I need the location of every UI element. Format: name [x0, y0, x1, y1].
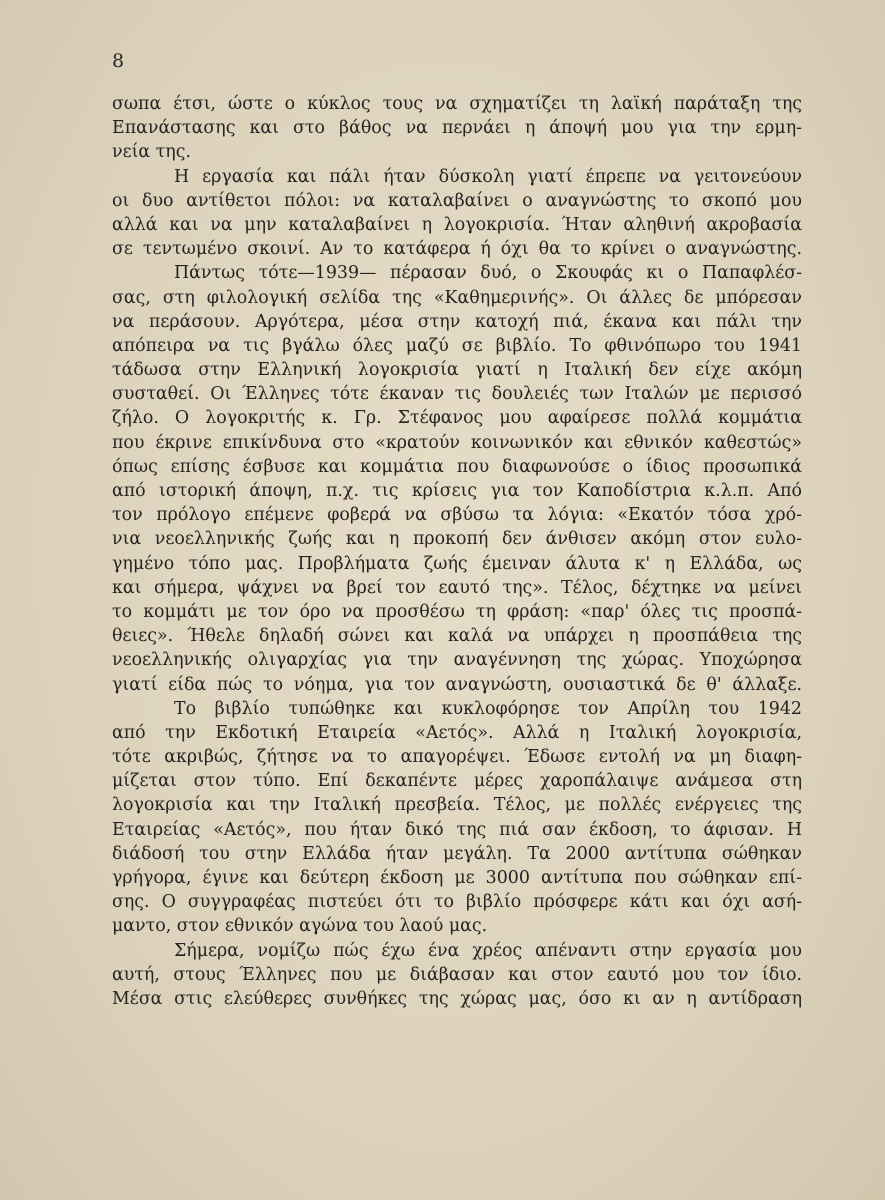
text-line: γιατί είδα πώς το νόημα, για τον αναγνώστη, ουσιαστικά δε θ' άλλαξε.: [112, 674, 802, 695]
text-line: σωπα έτσι, ώστε ο κύκλος τους να σχηματίζει τη λαϊκή παράταξη της: [112, 94, 802, 114]
text-line: μαντο, στον εθνικόν αγώνα του λαού μας.: [112, 916, 488, 937]
text-line: από την Εκδοτική Εταιρεία «Αετός». Αλλά η Ιταλική λογοκρισία,: [112, 722, 802, 743]
text-line: νεοελληνικής ολιγαρχίας για την αναγέννηση της χώρας. Υποχώρησα: [112, 650, 802, 671]
text-line: Η εργασία και πάλι ήταν δύσκολη γιατί έπρεπε να γειτονεύουν: [174, 166, 802, 187]
text-line: Σήμερα, νομίζω πώς έχω ένα χρέος απέναντι στην εργασία μου: [174, 940, 802, 961]
text-line: Εταιρείας «Αετός», που ήταν δικό της πιά σαν έκδοση, το άφισαν. Η: [112, 819, 802, 840]
text-line: νεία της.: [112, 142, 191, 163]
text-line: Πάντως τότε—1939— πέρασαν δυό, ο Σκουφάς κι ο Παπαφλέσ-: [174, 263, 802, 284]
text-line: Το βιβλίο τυπώθηκε και κυκλοφόρησε τον Απρίλη του 1942: [174, 698, 802, 719]
page-number: 8: [112, 50, 125, 72]
text-line: μίζεται στον τύπο. Επί δεκαπέντε μέρες χαροπάλαιψε ανάμεσα στη: [112, 771, 802, 792]
text-line: το κομμάτι με τον όρο να προσθέσω τη φράση: «παρ' όλες τις προσπά-: [112, 601, 802, 622]
text-line: τον πρόλογο επέμενε φοβερά να σβύσω τα λόγια: «Εκατόν τόσα χρό-: [112, 505, 802, 526]
text-line: οι δυο αντίθετοι πόλοι: να καταλαβαίνει ο αναγνώστης το σκοπό μου: [112, 190, 802, 211]
text-line: σε τεντωμένο σκοινί. Αν το κατάφερα ή όχι θα το κρίνει ο αναγνώστης.: [112, 239, 802, 260]
text-line: γημένο τόπο μας. Προβλήματα ζωής έμειναν άλυτα κ' η Ελλάδα, ως: [112, 553, 802, 574]
body-text: [112, 92, 802, 1011]
text-line: σας, στη φιλολογική σελίδα της «Καθημερινής». Οι άλλες δε μπόρεσαν: [112, 287, 802, 308]
text-line: αλλά και να μην καταλαβαίνει η λογοκρισία. Ήταν αληθινή ακροβασία: [112, 214, 802, 235]
text-line: όπως επίσης έσβυσε και κομμάτια που διαφωνούσε ο ίδιος προσωπικά: [112, 456, 802, 477]
text-line: θειες». Ήθελε δηλαδή σώνει και καλά να υπάρχει η προσπάθεια της: [112, 626, 802, 647]
text-line: λογοκρισία και την Ιταλική πρεσβεία. Τέλος, με πολλές ενέργειες της: [112, 795, 802, 816]
text-line: διάδοσή του στην Ελλάδα ήταν μεγάλη. Τα 2000 αντίτυπα σώθηκαν: [112, 843, 802, 864]
text-line: σης. Ο συγγραφέας πιστεύει ότι το βιβλίο πρόσφερε κάτι και όχι ασή-: [112, 892, 802, 913]
text-line: νια νεοελληνικής ζωής και η προκοπή δεν άνθισεν ακόμη στον ευλο-: [112, 529, 802, 550]
text-line: συσταθεί. Οι Έλληνες τότε έκαναν τις δουλειές των Ιταλών με περισσό: [112, 384, 802, 405]
text-line: απόπειρα να τις βγάλω όλες μαζύ σε βιβλίο. Το φθινόπωρο του 1941: [112, 335, 802, 356]
text-line: ζήλο. Ο λογοκριτής κ. Γρ. Στέφανος μου αφαίρεσε πολλά κομμάτια: [112, 408, 802, 429]
text-line: τότε ακριβώς, ζήτησε να το απαγορέψει. Έδωσε εντολή να μη διαφη-: [112, 747, 802, 768]
text-line: Μέσα στις ελεύθερες συνθήκες της χώρας μας, όσο κι αν η αντίδραση: [112, 988, 802, 1009]
text-line: που έκρινε επικίνδυνα στο «κρατούν κοινωνικόν και εθνικόν καθεστώς»: [112, 432, 802, 453]
text-line: από ιστορική άποψη, π.χ. τις κρίσεις για τον Καποδίστρια κ.λ.π. Από: [112, 481, 802, 501]
text-line: τάδωσα στην Ελληνική λογοκρισία γιατί η Ιταλική δεν είχε ακόμη: [112, 360, 802, 381]
text-line: γρήγορα, έγινε και δεύτερη έκδοση με 3000 αντίτυπα που σώθηκαν επί-: [112, 868, 802, 888]
text-line: αυτή, στους Έλληνες που με διάβασαν και στον εαυτό μου τον ίδιο.: [112, 964, 802, 985]
text-line: να περάσουν. Αργότερα, μέσα στην κατοχή πιά, έκανα και πάλι την: [112, 311, 802, 332]
text-line: Επανάστασης και στο βάθος να περνάει η άποψή μου για την ερμη-: [112, 118, 802, 139]
text-line: και σήμερα, ψάχνει να βρεί τον εαυτό της». Τέλος, δέχτηκε να μείνει: [112, 577, 802, 598]
